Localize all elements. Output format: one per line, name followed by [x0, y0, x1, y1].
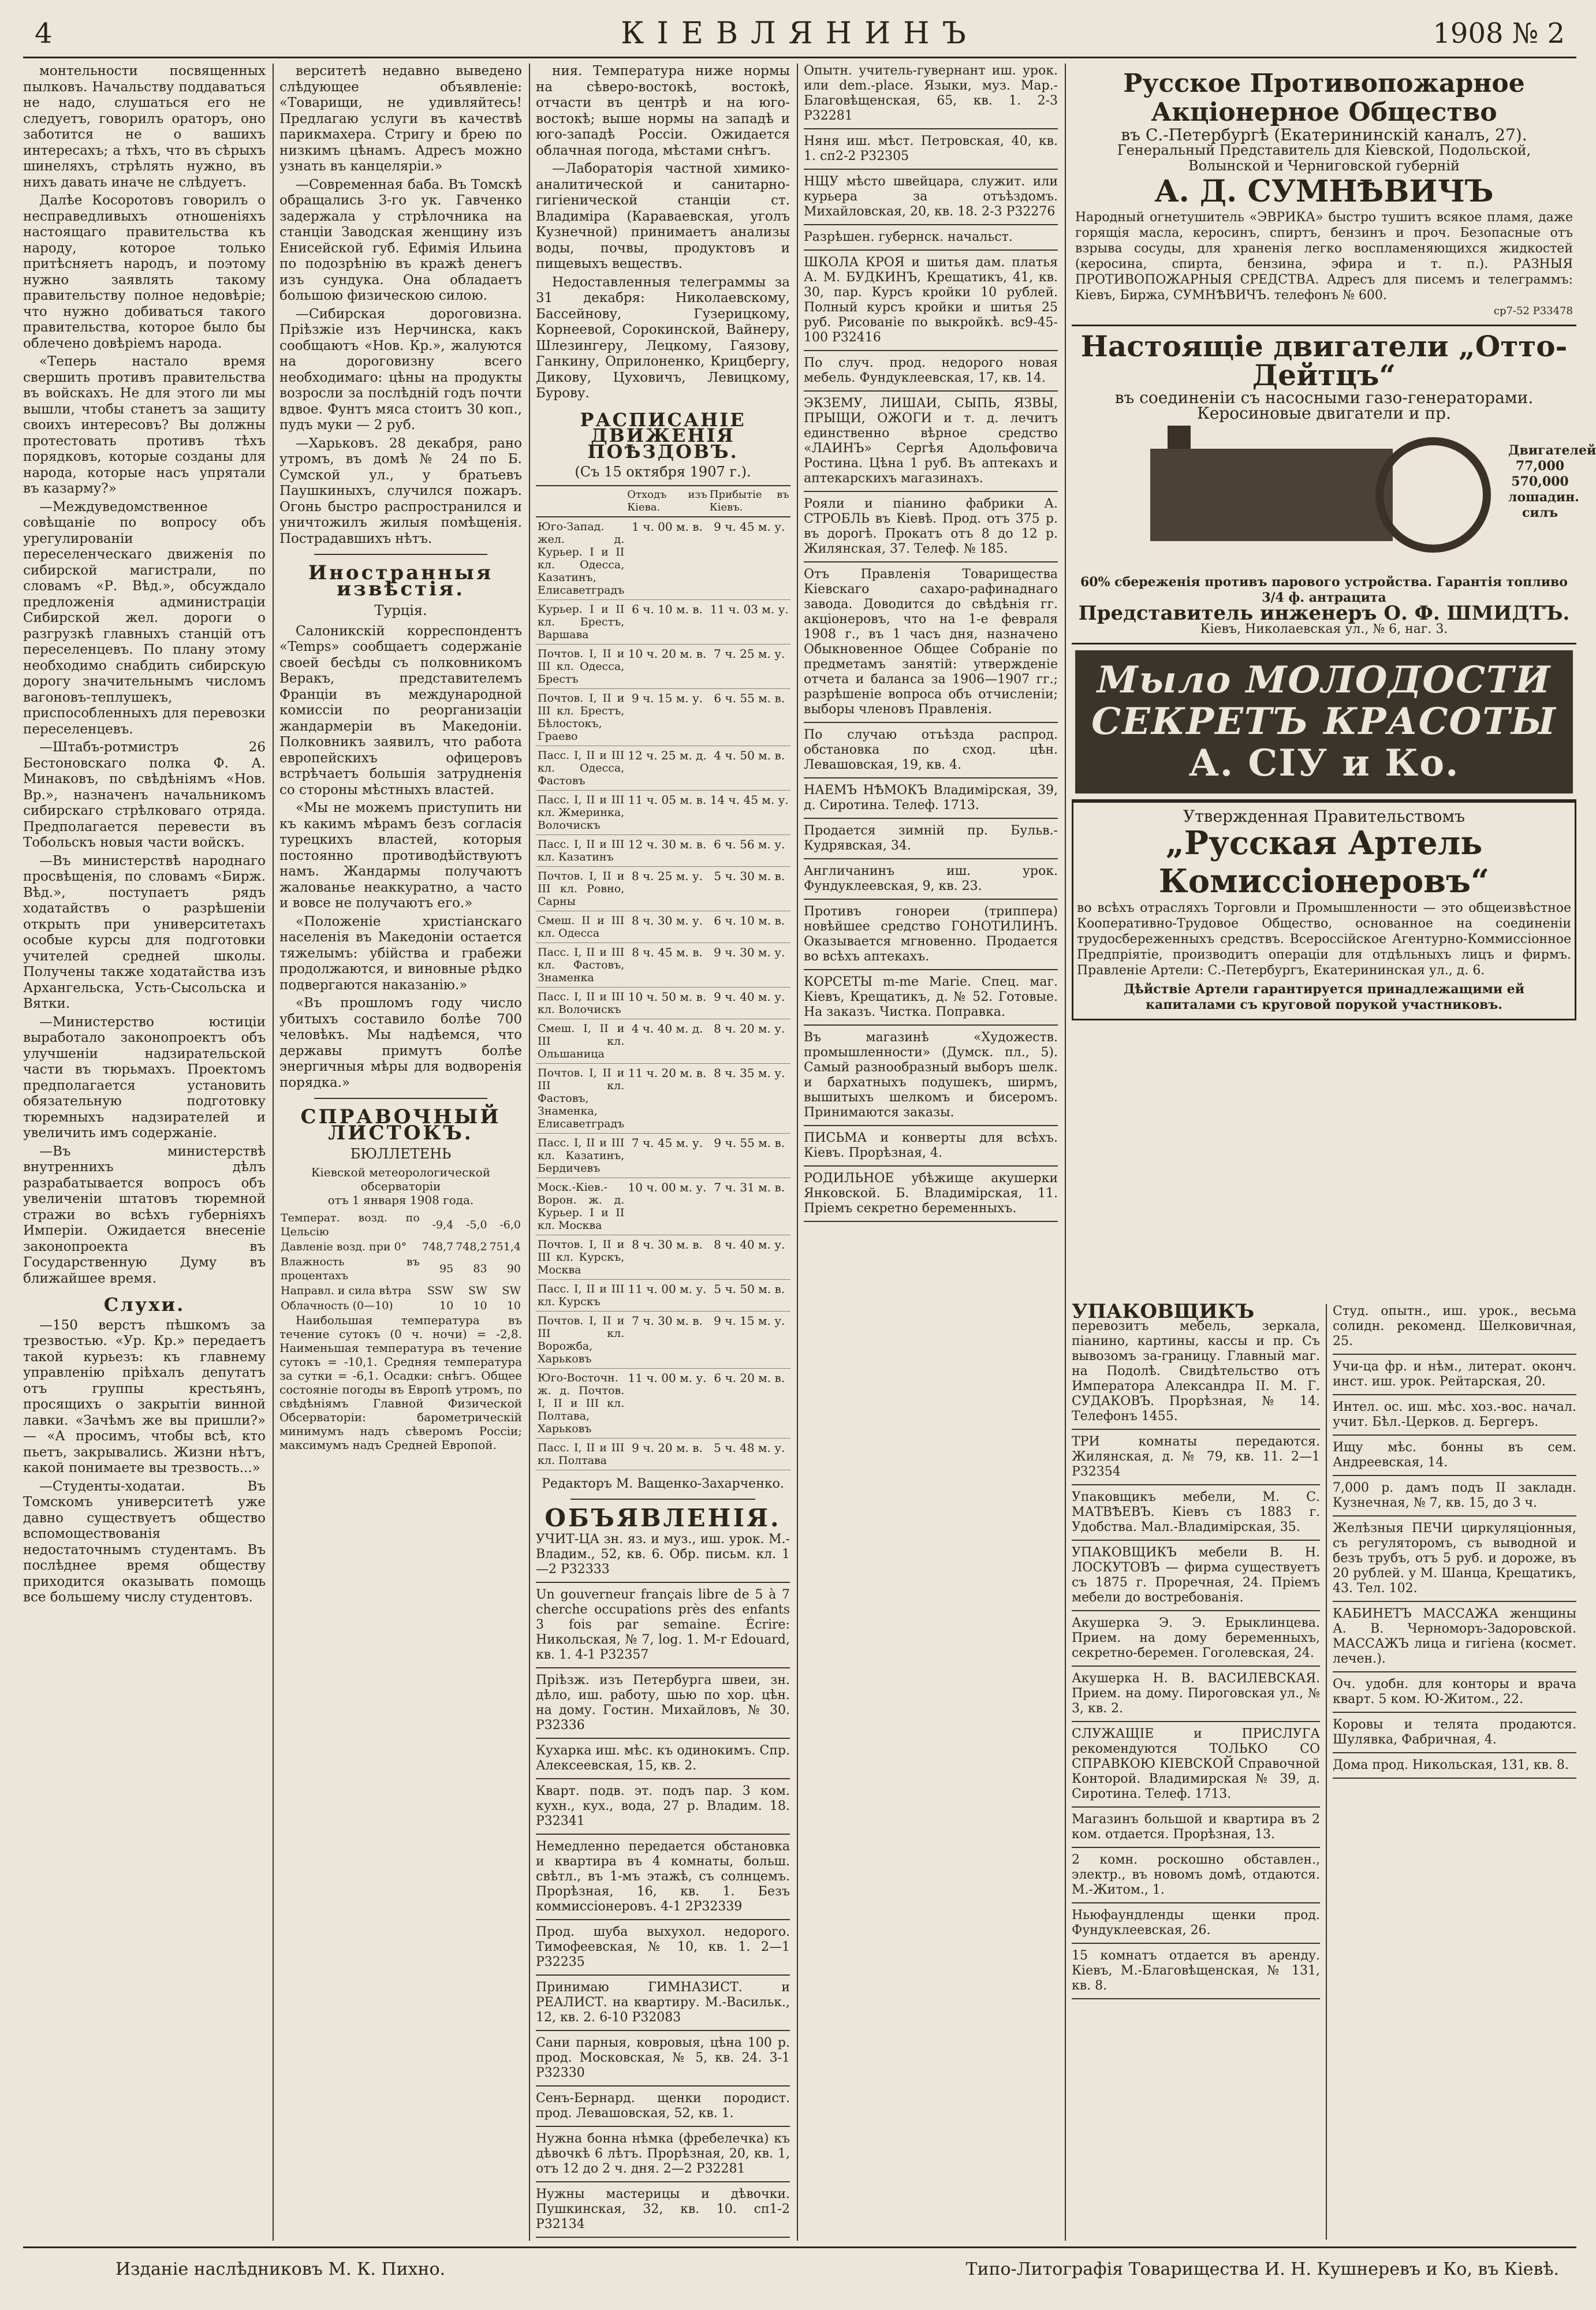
section-heading: ОБЪЯВЛЕНІЯ.: [545, 1504, 781, 1532]
departure-time: 11 ч. 20 м. в.: [626, 1063, 708, 1133]
ad-item: Кухарка иш. мѣс. къ одинокимъ. Спр. Алексеевская, 15, кв. 2.: [536, 1743, 790, 1779]
train-name: Курьер. I и II кл. Брестъ, Варшава: [536, 599, 626, 644]
ad-item: Прод. шуба выхухол. недорого. Тимофеевская, № 10, кв. 1. 2—1 Р32235: [536, 1925, 790, 1976]
ad-item: Противъ гонореи (триппера) новѣйшее средство ГОНОТИЛИНЪ. Оказывается мгновенно. Продается во всѣхъ аптекахъ.: [804, 904, 1058, 970]
departure-time: 7 ч. 30 м. в.: [626, 1311, 708, 1368]
ad-item: Сани парныя, ковровыя, цѣна 100 р. прод. Московская, № 5, кв. 24. 3-1 Р32330: [536, 2036, 790, 2087]
ad-item: Желѣзныя ПЕЧИ циркуляціонныя, съ регуляторомъ, съ выводной и безъ трубъ, отъ 5 руб. и дороже, въ 20 рублей. у М. Шанца, Крещатикъ, 43. Тел. 102.: [1333, 1521, 1576, 1602]
article-paragraph: «Теперь настало время свершить противъ правительства въ войскахъ. Не для этого ли мы вышли, чтобы станетъ за защиту своихъ интересовъ? Вы должны протестовать противъ тѣхъ порядковъ, которые созданы для народа, которые насъ упрятали въ казарму?»: [23, 354, 266, 496]
ad-item: Упаковщикъ мебели, М. С. МАТВѢЕВЪ. Кіевъ съ 1883 г. Удобства. Мал.-Владимірская, 35.: [1072, 1490, 1320, 1541]
col5-right-ads: [1333, 1304, 1576, 1783]
train-name: Почтов. I, II и III кл. Фастовъ, Знаменка, Елисаветградъ: [536, 1063, 626, 1133]
train-name: Почтов. I, II и III кл. Брестъ, Бѣлостокъ, Граево: [536, 688, 626, 746]
table-row: [536, 1368, 790, 1438]
arrival-time: 9 ч. 15 м. у.: [708, 1311, 790, 1368]
ad-item: Студ. опытн., иш. урок., весьма солидн. рекоменд. Шелковичная, 25.: [1333, 1304, 1576, 1355]
ad-text: Народный огнетушитель «ЭВРИКА» быстро тушитъ всякое пламя, даже горящія масла, керосинъ, спиртъ, бензинъ и проч. Безопасные отъ взрыва сосуды, для храненія легко воспламеняющихся жидкостей (керосина, спирта, бензина, эфира и т. п.). РАЗНЫЯ ПРОТИВОПОЖАРНЫЯ СРЕДСТВА. Адресъ для писемъ и телеграммъ: Кіевъ, Биржа, СУМНѢВИЧЪ. телефонъ № 600.: [1075, 210, 1573, 303]
ad-name: Представитель инженеръ О. Ф. ШМИДТЪ.: [1078, 602, 1570, 625]
arrival-time: 6 ч. 55 м. в.: [708, 688, 790, 746]
ad-item: КОРСЕТЫ m-me Marie. Спец. маг. Кіевъ, Крещатикъ, д. № 52. Готовые. На заказъ. Чистка. Поправка.: [804, 975, 1058, 1026]
ad-item: Коровы и телята продаются. Шулявка, Фабричная, 4.: [1333, 1717, 1576, 1753]
train-name: Смеш. II и III кл. Одесса: [536, 911, 626, 942]
table-row: [536, 1019, 790, 1063]
table-row: [536, 746, 790, 790]
ad-subtitle: въ соединеніи съ насосными газо-генераторами. Керосиновые двигатели и пр.: [1114, 388, 1534, 423]
article-paragraph: верситетѣ недавно выведено слѣдующее объявленіе: «Товарищи, не удивляйтесь! Предлагаю услуги въ качествѣ парикмахера. Стригу и брею по низкимъ цѣнамъ. Адресъ можно узнать въ канцеляріи.»: [279, 64, 522, 174]
arrival-time: 5 ч. 30 м. в.: [708, 866, 790, 911]
ad-item: Интел. ос. иш. мѣс. хоз.-вос. начал. учит. Бѣл.-Церков. д. Бергеръ.: [1333, 1400, 1576, 1436]
train-name: Пасс. I, II и III кл. Курскъ: [536, 1279, 626, 1311]
ad-item: Няня иш. мѣст. Петровская, 40, кв. 1. сп2-2 Р32305: [804, 134, 1058, 170]
table-row: [536, 866, 790, 911]
table-row: [536, 834, 790, 866]
article-paragraph: Далѣе Косоротовъ говорилъ о несправедливыхъ отношеніяхъ настоящаго правительства къ народу, которое только притѣсняетъ народъ, и поэтому нужно заявлять такому правительству полное недовѣріе; что нужно добиваться такого правительства, которое было бы облечено довѣріемъ народа.: [23, 193, 266, 351]
departure-time: 9 ч. 20 м. в.: [626, 1438, 708, 1470]
train-name: Пасс. I, II и III кл. Волочискъ: [536, 987, 626, 1019]
train-name: Почтов. I, II и III кл. Одесса, Брестъ: [536, 644, 626, 688]
table-row: [536, 1063, 790, 1133]
ad-item: ШКОЛА КРОЯ и шитья дам. платья А. М. БУДКИНЪ, Крещатикъ, 41, кв. 30, пар. Курсъ кройки 10 рублей. Полный курсъ кройки и шитья 25 руб. Рисованіе по выкройкѣ. вс9-45-100 Р32416: [804, 255, 1058, 351]
article-paragraph: —150 верстъ пѣшкомъ за трезвостью. «Ур. Кр.» передаетъ такой курьезъ: къ главнему управленію пріѣхалъ депутатъ отъ группы крестьянъ, просящихъ о закрытіи винной лавки. «Зачѣмъ же вы пришли?» — «А просимъ, чтобы всѣ, кто пьетъ, закрывались. Жизни нѣтъ, какой понимаете вы трезвость...»: [23, 1317, 266, 1476]
arrival-time: 5 ч. 48 м. у.: [708, 1438, 790, 1470]
table-row: [536, 1311, 790, 1368]
weather-text: Наибольшая температура въ течение сутокъ (0 ч. ночи) = -2,8. Наименьшая температура въ течение сутокъ = -10,1. Средняя температура за сутки = -6,1. Осадки: снѣгъ. Общее состояніе погоды въ Европѣ утромъ, по свѣдѣніямъ Главной Физической Обсерваторіи: барометрическій минимумъ надъ сѣверомъ Россіи; максимумъ надъ Средней Европой.: [279, 1313, 522, 1452]
train-name: Пасс. I, II и III кл. Фастовъ, Знаменка: [536, 942, 626, 987]
arrival-time: 6 ч. 10 м. в.: [708, 911, 790, 942]
issue-number: 1908 № 2: [1433, 17, 1565, 50]
engine-ad: [1072, 326, 1596, 644]
article-paragraph: —Штабъ-ротмистръ 26 Бестоновскаго полка Ф. А. Минаковъ, по свѣдѣніямъ «Нов. Вр.», назначенъ начальникомъ сибирскаго стрѣлковаго отряда. Предполагается перевести въ Тобольскъ новыя части войскъ.: [23, 740, 266, 850]
ad-item: Рояли и піанино фабрики А. СТРОБЛЬ въ Кіевѣ. Прод. отъ 375 р. въ дорогѣ. Прокатъ отъ 8 до 12 р. Жилянская, 37. Телеф. № 185.: [804, 497, 1058, 562]
departure-time: 8 ч. 30 м. в.: [626, 1235, 708, 1279]
ad-item: По случаю отъѣзда распрод. обстановка по сход. цѣн. Левашовская, 19, кв. 4.: [804, 728, 1058, 778]
footer-rule: [23, 2246, 1576, 2248]
table-row: Направл. и сила вѣтра SSW SW SW: [281, 1284, 521, 1297]
ad-item: Учи-ца фр. и нѣм., литерат. оконч. инст. иш. урок. Рейтарская, 20.: [1333, 1359, 1576, 1395]
arrival-time: 7 ч. 31 м. в.: [708, 1178, 790, 1235]
departure-time: 12 ч. 30 м. в.: [626, 834, 708, 866]
arrival-time: 4 ч. 50 м. в.: [708, 746, 790, 790]
table-row: Облачность (0—10) 10 10 10: [281, 1299, 521, 1312]
ad-item: СЛУЖАЩІЕ и ПРИСЛУГА рекомендуются ТОЛЬКО СО СПРАВКОЮ КІЕВСКОЙ Справочной Конторой. Владимирская № 39, д. Сиротина. Телеф. 1713.: [1072, 1727, 1320, 1808]
departure-time: 10 ч. 20 м. в.: [626, 644, 708, 688]
arrival-time: 9 ч. 30 м. у.: [708, 942, 790, 987]
artel-ad: [1072, 801, 1576, 1020]
ad-text: 60% сбереженія противъ парового устройства. Гарантія топливо 3/4 ф. антрацита: [1080, 575, 1568, 605]
ad-item: Разрѣшен. губернск. начальст.: [804, 230, 1058, 251]
table-row: [536, 517, 790, 600]
train-name: Моск.-Кіев.-Ворон. ж. д. Курьер. I и II кл. Москва: [536, 1178, 626, 1235]
ad-item: Нужна бонна нѣмка (фребелечка) къ дѣвочкѣ 6 лѣтъ. Прорѣзная, 20, кв. 1, отъ 12 до 2 ч. дня. 2—2 Р32281: [536, 2132, 790, 2182]
article-paragraph: «Положеніе христіанскаго населенія въ Македоніи остается тяжелымъ: убійства и грабежи продолжаются, и виновные рѣдко подвергаются наказанію.»: [279, 914, 522, 993]
train-name: Юго-Запад. жел. д. Курьер. I и II кл. Одесса, Казатинъ, Елисаветградъ: [536, 517, 626, 600]
arrival-time: 9 ч. 45 м. у.: [708, 517, 790, 600]
train-name: Пасс. I, II и III кл. Казатинъ, Бердичевъ: [536, 1133, 626, 1178]
ad-name: А. Д. СУМНѢВИЧЪ: [1154, 174, 1494, 209]
column-divider: [273, 64, 274, 2241]
ad-item: По случ. прод. недорого новая мебель. Фундуклеевская, 17, кв. 14.: [804, 356, 1058, 392]
arrival-time: 6 ч. 20 м. в.: [708, 1368, 790, 1438]
bulletin-date: отъ 1 января 1908 года.: [327, 1193, 474, 1207]
table-row: [536, 790, 790, 834]
departure-time: 11 ч. 00 м. у.: [626, 1368, 708, 1438]
ad-item: 2 комн. роскошно обставлен., электр., въ новомъ домѣ, отдаются. М.-Житом., 1.: [1072, 1853, 1320, 1903]
masthead: [23, 14, 1576, 54]
arrival-time: 8 ч. 20 м. у.: [708, 1019, 790, 1063]
arrival-time: 14 ч. 45 м. у.: [708, 790, 790, 834]
bulletin-subtitle: Кіевской метеорологической обсерваторіи: [311, 1165, 491, 1193]
article-paragraph: Салоникскій корреспондентъ «Temps» сообщаетъ содержаніе своей бесѣды съ полковникомъ Веракъ, представителемъ Франціи въ международной комиссіи по реорганизаціи жандармеріи въ Македоніи. Полковникъ заявилъ, что работа европейскихъ офицеровъ встрѣчаетъ большія затрудненія со стороны мѣстныхъ властей.: [279, 623, 522, 798]
departure-time: 8 ч. 30 м. у.: [626, 911, 708, 942]
arrival-time: 8 ч. 35 м. у.: [708, 1063, 790, 1133]
column-divider: [1326, 1304, 1327, 2240]
newspaper-page: [23, 14, 1596, 2295]
ad-stat: Двигателей 77,000 570,000 лошадин. силъ: [1508, 443, 1596, 520]
arrival-time: 5 ч. 50 м. в.: [708, 1279, 790, 1311]
table-row: [536, 1438, 790, 1470]
column-4: [804, 64, 1058, 2241]
column-5: [1072, 64, 1596, 2241]
arrival-time: 11 ч. 03 м. у.: [708, 599, 790, 644]
soap-ad: [1072, 644, 1576, 801]
train-name: Смеш. I, II и III кл. Ольшаница: [536, 1019, 626, 1063]
train-name: Почтов. I, II и III кл. Ворожба, Харьковъ: [536, 1311, 626, 1368]
table-row: Давленіе возд. при 0° 748,7 748,2 751,4: [281, 1240, 521, 1253]
weather-table: [279, 1210, 522, 1313]
arrival-time: 7 ч. 25 м. у.: [708, 644, 790, 688]
departure-time: 4 ч. 40 м. д.: [626, 1019, 708, 1063]
engine-illustration: [1075, 426, 1596, 570]
ad-item: УЧИТ-ЦА зн. яз. и муз., иш. урок. М.-Владим., 52, кв. 6. Обр. письм. кл. 1—2 Р32333: [536, 1532, 790, 1583]
table-row: [536, 599, 790, 644]
col5-left-ads: [1072, 1300, 1320, 2004]
article-paragraph: —Студенты-ходатаи. Въ Томскомъ университетѣ уже давно существуетъ общество вспомоществованія недостаточнымъ студентамъ. Въ послѣднее время обществу приходится оказывать помощь все большему числу студентовъ.: [23, 1478, 266, 1605]
soap-banner: Мыло МОЛОДОСТИ СЕКРЕТЪ КРАСОТЫ А. СІУ и Ко.: [1075, 650, 1573, 793]
table-row: Влажность въ процентахъ 95 83 90: [281, 1255, 521, 1282]
table-row: [536, 644, 790, 688]
ad-item: НЩУ мѣсто швейцара, служит. или курьера за отъѣздомъ. Михайловская, 20, кв. 18. 2-3 Р32276: [804, 174, 1058, 225]
arrival-time: 9 ч. 40 м. у.: [708, 987, 790, 1019]
ad-item: Акушерка Э. Э. Ерыклинцева. Прием. на дому беременныхъ, секретно-беремен. Гоголевская, 24.: [1072, 1616, 1320, 1667]
ad-subtitle: Утвержденная Правительствомъ: [1183, 807, 1466, 826]
departure-time: 8 ч. 25 м. у.: [626, 866, 708, 911]
ad-item: ПИСЬМА и конверты для всѣхъ. Кіевъ. Прорѣзная, 4.: [804, 1131, 1058, 1167]
departure-time: 9 ч. 15 м. у.: [626, 688, 708, 746]
ad-item: 7,000 р. дамъ подъ II закладн. Кузнечная, № 7, кв. 15, до 3 ч.: [1333, 1481, 1576, 1517]
train-name: Пасс. I, II и III кл. Жмеринка, Волочискъ: [536, 790, 626, 834]
table-row: [536, 688, 790, 746]
departure-time: 12 ч. 25 м. д.: [626, 746, 708, 790]
column-3: [536, 64, 790, 2241]
ad-item: Нужны мастерицы и дѣвочки. Пушкинская, 32, кв. 10. сп1-2 Р32134: [536, 2187, 790, 2238]
ad-item: Магазинъ большой и квартира въ 2 ком. отдается. Прорѣзная, 13.: [1072, 1812, 1320, 1848]
train-name: Почтов. I, II и III кл. Ровно, Сарны: [536, 866, 626, 911]
table-row: [536, 1235, 790, 1279]
article-paragraph: —Лабораторія частной химико-аналитической и санитарно-гигіенической станціи ст. Владимiра (Караваевская, уголъ Кузнечной) принимаетъ анализы воды, почвы, продуктовъ и пищевыхъ веществъ.: [536, 161, 790, 271]
article-paragraph: —Въ министерствѣ внутреннихъ дѣлъ разрабатывается вопросъ объ увеличеніи штатовъ тюремной стражи во всѣхъ губерніяхъ Имперіи. Ожидается внесеніе законопроекта въ Государственную Думу въ ближайшее время.: [23, 1143, 266, 1286]
printer-line: Типо-Литографія Товарищества И. Н. Кушнеревъ и Ко, въ Кіевѣ.: [965, 2259, 1559, 2279]
ad-item: КАБИНЕТЪ МАССАЖА женщины А. В. Черноморъ-Задоровской. МАССАЖЪ лица и гигіена (космет. лечен.).: [1333, 1607, 1576, 1672]
arrival-time: 8 ч. 40 м. у.: [708, 1235, 790, 1279]
divider: [314, 1098, 487, 1099]
ad-note: Дѣйствіе Артели гарантируется принадлежащими ей капиталами съ круговой порукой участниковъ.: [1123, 982, 1525, 1012]
divider: [314, 554, 487, 555]
section-heading: Слухи.: [103, 1294, 185, 1316]
article-paragraph: «Въ прошломъ году число убитыхъ составило болѣе 700 человѣкъ. Мы надѣемся, что державы примутъ болѣе энергичныя мѣры для водворенія порядка.»: [279, 996, 522, 1090]
section-subheading: Турція.: [374, 602, 427, 619]
arrival-time: 6 ч. 56 м. у.: [708, 834, 790, 866]
ad-item: НАЕМЪ НѢМОКЪ Владимірская, 39, д. Сиротина. Телеф. 1713.: [804, 783, 1058, 819]
weather-bulletin: [279, 1147, 522, 1452]
ad-item: Опытн. учитель-гувернант иш. урок. или dem.-place. Языки, муз. Мар.-Благовѣщенская, 65, кв. 1. 2-3 Р32281: [804, 64, 1058, 129]
departure-time: 10 ч. 00 м. у.: [626, 1178, 708, 1235]
departure-time: 7 ч. 45 м. у.: [626, 1133, 708, 1178]
ad-item: УПАКОВЩИКЪ перевозитъ мебель, зеркала, піанино, картины, кассы и пр. Съ вывозомъ за-границу. Главный маг. на Подолѣ. Свидѣтельство отъ Императора Александра II. М. Г. СУДАКОВЪ. Прорѣзная, № 14. Телефонъ 1455.: [1072, 1304, 1320, 1430]
table-row: Температ. возд. по Цельсію -9,4 -5,0 -6,0: [281, 1212, 521, 1238]
article-paragraph: —Современная баба. Въ Томскѣ обращались 3-го ук. Гавченко задержала у стрѣлочника на станціи Заводская женщину изъ Енисейской губ. Ефимія Ильина по подозрѣнію въ кражѣ денегъ изъ сундука. Она обладаетъ большою физическою силою.: [279, 177, 522, 303]
column-divider: [797, 64, 798, 2241]
ad-item: Акушерка Н. В. ВАСИЛЕВСКАЯ. Прием. на дому. Пироговская ул., № 3, кв. 2.: [1072, 1671, 1320, 1722]
bulletin-title: БЮЛЛЕТЕНЬ: [350, 1146, 452, 1162]
ad-item: Кварт. подв. эт. подъ пар. 3 ком. кухн., кух., вода, 27 р. Владим. 18. Р32341: [536, 1784, 790, 1835]
ad-subtitle: въ С.-Петербургѣ (Екатерининскій каналъ, 27).: [1121, 125, 1527, 144]
footer: [23, 2255, 1576, 2283]
ad-item: Въ магазинѣ «Художеств. промышленности» (Думск. пл., 5). Самый разнообразный выборъ шелк. и бархатныхъ подушекъ, ширмъ, вышитыхъ шелкомъ и бисеромъ. Принимаются заказы.: [804, 1030, 1058, 1126]
departure-time: 11 ч. 00 м. у.: [626, 1279, 708, 1311]
article-paragraph: —Сибирская дороговизна. Пріѣзжіе изъ Нерчинска, какъ сообщаютъ «Нов. Кр.», жалуются на дороговизну всего необходимаго: цѣны на продукты возросли за послѣдній годъ почти вдвое. Фунтъ мяса стоитъ 30 коп., пудъ муки — 2 руб.: [279, 306, 522, 433]
section-subheading: (Съ 15 октября 1907 г.).: [575, 464, 751, 480]
ad-item: 15 комнатъ отдается въ аренду. Кіевъ, М.-Благовѣщенская, № 131, кв. 8.: [1072, 1948, 1320, 1999]
ad-item: Англичанинъ иш. урок. Фундуклеевская, 9, кв. 23.: [804, 864, 1058, 900]
ad-item: ЭКЗЕМУ, ЛИШАИ, СЫПЬ, ЯЗВЫ, ПРЫЩИ, ОЖОГИ и т. д. лечитъ единственно вѣрное средство «ЛАИНЪ» Сергѣя Адольфовича Ростина. Цѣна 1 руб. Въ аптекахъ и аптекарскихъ магазинахъ.: [804, 396, 1058, 492]
ad-item: ТРИ комнаты передаются. Жилянская, д. № 79, кв. 11. 2—1 Р32354: [1072, 1435, 1320, 1485]
insurance-ad: [1072, 64, 1576, 326]
train-name: Почтов. I, II и III кл. Курскъ, Москва: [536, 1235, 626, 1279]
article-paragraph: —Въ министерствѣ народнаго просвѣщенія, по словамъ «Бирж. Вѣд.», поступаетъ рядъ ходатайствъ о разрѣшеніи открыть при университетахъ особые курсы для подготовки учителей средней школы. Получены также ходатайства изъ Архангельска, Усть-Сысольска и Вятки.: [23, 853, 266, 1011]
divider: [570, 1499, 755, 1500]
table-row: [536, 1133, 790, 1178]
page-number: 4: [35, 17, 53, 50]
ad-item: Un gouverneur français libre de 5 à 7 cherche occupations près des enfants 3 fois par semaine. Écrire: Никольская, № 7, log. 1. M-r Edouard, кв. 1. 4-1 Р32357: [536, 1588, 790, 1668]
article-paragraph: монтельности посвященных пылковъ. Начальству поддаваться не надо, слушаться его не следуетъ, говорилъ ораторъ, оно заботится не о вашихъ интересахъ; а тѣхъ, что въ сѣрыхъ шинеляхъ, стрѣлять нужно, въ нихъ давать иначе не слѣдуетъ.: [23, 64, 266, 190]
section-heading: СПРАВОЧНЫЙ ЛИСТОКЪ.: [300, 1105, 501, 1145]
ad-item: Пріѣзж. изъ Петербурга швеи, зн. дѣло, иш. работу, шью по хор. цѣн. на дому. Гостин. Михайловъ, № 30. Р32336: [536, 1673, 790, 1739]
ad-title: Настоящіе двигатели „Отто-Дейтцъ“: [1080, 329, 1568, 392]
departure-time: 8 ч. 45 м. в.: [626, 942, 708, 987]
column-1: [23, 64, 266, 2241]
table-row: [536, 987, 790, 1019]
ad-text: во всѣхъ отрасляхъ Торговли и Промышленности — это общеизвѣстное Кооперативно-Трудовое Общество, основанное на соединеніи трудосбереженныхъ средствъ. Всероссійское Агентурно-Коммиссіонное Предпріятіе, производитъ операціи для отдѣльныхъ лицъ и фирмъ. Правленіе Артели: С.-Петербургъ, Екатерининская ул., д. 6.: [1077, 901, 1571, 978]
table-row: [536, 1178, 790, 1235]
ad-item: Немедленно передается обстановка и квартира въ 4 комнаты, больш. свѣтл., въ 1-мъ этажѣ, съ солнцемъ. Прорѣзная, 16, кв. 1. Безъ коммиссіонеровъ. 4-1 2Р32339: [536, 1839, 790, 1920]
train-timetable: [536, 485, 790, 1470]
ad-item: Принимаю ГИМНАЗИСТ. и РЕАЛИСТ. на квартиру. М.-Васильк., 12, кв. 2. 6-10 Р32083: [536, 1980, 790, 2031]
ad-item: Оч. удобн. для конторы и врача кварт. 5 ком. Ю-Житом., 22.: [1333, 1677, 1576, 1713]
column-divider: [529, 64, 530, 2241]
article-paragraph: —Междуведомственное совѣщаніе по вопросу объ урегулированіи переселенческаго движенія по сибирской магистрали, по словамъ «Р. Вѣд.», обсуждало предложенія администраціи Сибирской жел. дороги о разгрузкѣ главныхъ станцій отъ переселенцевъ. По плану этому необходимо снабдить сибирскую дорогу значительнымъ числомъ вагоновъ-теплушекъ, приспособленныхъ для перевозки переселенцевъ.: [23, 499, 266, 737]
ad-address: Кіевъ, Николаевская ул., № 6, наг. 3.: [1200, 622, 1448, 636]
train-name: Пасс. I, II и III кл. Казатинъ: [536, 834, 626, 866]
newspaper-title: КІЕВЛЯНИНЪ: [621, 16, 979, 51]
train-name: Пасс. I, II и III кл. Одесса, Фастовъ: [536, 746, 626, 790]
article-paragraph: ния. Температура ниже нормы на сѣверо-востокѣ, востокѣ, отчасти въ центрѣ и на юго-востокѣ; выше нормы на западѣ и юго-западѣ Россіи. Ожидается облачная погода, мѣстами снѣгъ.: [536, 64, 790, 158]
editor-line: Редакторъ М. Ващенко-Захарченко.: [542, 1476, 784, 1491]
section-heading: Иностранныя извѣстія.: [308, 561, 494, 601]
column-divider: [1065, 64, 1066, 2241]
departure-time: 6 ч. 10 м. в.: [626, 599, 708, 644]
ad-item: Сенъ-Бернард. щенки породист. прод. Левашовская, 52, кв. 1.: [536, 2091, 790, 2127]
table-row: [536, 942, 790, 987]
departure-time: 10 ч. 50 м. в.: [626, 987, 708, 1019]
table-row: [536, 1279, 790, 1311]
table-header-row: Отходъ изъ Кіева. Прибытіе въ Кіевъ.: [536, 486, 790, 517]
section-heading: РАСПИСАНІЕ ДВИЖЕНІЯ ПОѢЗДОВЪ.: [580, 408, 746, 463]
ad-title: Русское Противопожарное Акціонерное Общество: [1123, 69, 1525, 127]
ad-item: Ньюфаундленды щенки прод. Фундуклеевская, 26.: [1072, 1908, 1320, 1944]
ad-code: ср7-52 Р33478: [1493, 305, 1573, 317]
ad-item: РОДИЛЬНОЕ убѣжище акушерки Янковской. Б. Владимірская, 11. Пріемъ секретно беременныхъ.: [804, 1171, 1058, 1222]
table-row: [536, 911, 790, 942]
ad-item: Отъ Правленія Товарищества Кіевскаго сахаро-рафинаднаго завода. Доводится до свѣдѣнія гг. акціонеровъ, что на 1-е февраля 1908 г., въ 1 часъ дня, назначено Обыкновенное Общее Собраніе по предметамъ занятій: утвержденіе отчета и баланса за 1906—1907 гг.; разрѣшеніе вопроса объ отчисленіи; выборы членовъ Правленія.: [804, 567, 1058, 723]
ad-label: Генеральный Представитель для Кіевской, Подольской, Волынской и Черниговской губерній: [1117, 142, 1531, 174]
train-name: Юго-Восточн. ж. д. Почтов. I, II и III кл. Полтава, Харьковъ: [536, 1368, 626, 1438]
ad-item: Продается зимній пр. Бульв.-Кудрявская, 34.: [804, 824, 1058, 859]
publisher-line: Изданіе наслѣдниковъ М. К. Пихно.: [115, 2259, 446, 2279]
article-paragraph: —Харьковъ. 28 декабря, рано утромъ, въ домѣ № 24 по Б. Сумской ул., у братьевъ Паушкиныхъ, случился пожаръ. Огонь быстро распространился и уничтожилъ жилыя помѣщенія. Пострадавшихъ нѣтъ.: [279, 435, 522, 546]
article-paragraph: —Министерство юстиціи выработало законопроектъ объ улучшеніи надзирательской части въ тюрьмахъ. Проектомъ предполагается установить обязательную подготовку тюремныхъ надзирателей и увеличить имъ содержаніе.: [23, 1014, 266, 1141]
masthead-rule: [23, 57, 1576, 58]
ad-item: Дома прод. Никольская, 131, кв. 8.: [1333, 1758, 1576, 1779]
ad-item: УПАКОВЩИКЪ мебели В. Н. ЛОСКУТОВЪ — фирма существуетъ съ 1875 г. Проречная, 24. Пріемъ мебели до востребованія.: [1072, 1545, 1320, 1611]
departure-time: 11 ч. 05 м. в.: [626, 790, 708, 834]
article-paragraph: Недоставленныя телеграммы за 31 декабря: Николаевскому, Бассейнову, Гузерицкому, Корнеевой, Сорокинской, Вайнеру, Шлезингеру, Лецкому, Гаязову, Ганкину, Оприлоненко, Крицбергу, Дикову, Цуховичъ, Левицкому, Бурову.: [536, 274, 790, 401]
departure-time: 1 ч. 00 м. в.: [626, 517, 708, 600]
train-name: Пасс. I, II и III кл. Полтава: [536, 1438, 626, 1470]
column-2: [279, 64, 522, 2241]
article-paragraph: «Мы не можемъ приступить ни къ какимъ мѣрамъ безъ согласія турецкихъ властей, которыя постоянно противодѣйствуютъ намъ. Жандармы получаютъ жалованье неаккуратно, а часто и вовсе не получаютъ его.»: [279, 800, 522, 911]
arrival-time: 9 ч. 55 м. в.: [708, 1133, 790, 1178]
ad-title: „Русская Артель Комиссіонеровъ“: [1158, 824, 1490, 900]
ad-item: Ищу мѣс. бонны въ сем. Андреевская, 14.: [1333, 1440, 1576, 1476]
